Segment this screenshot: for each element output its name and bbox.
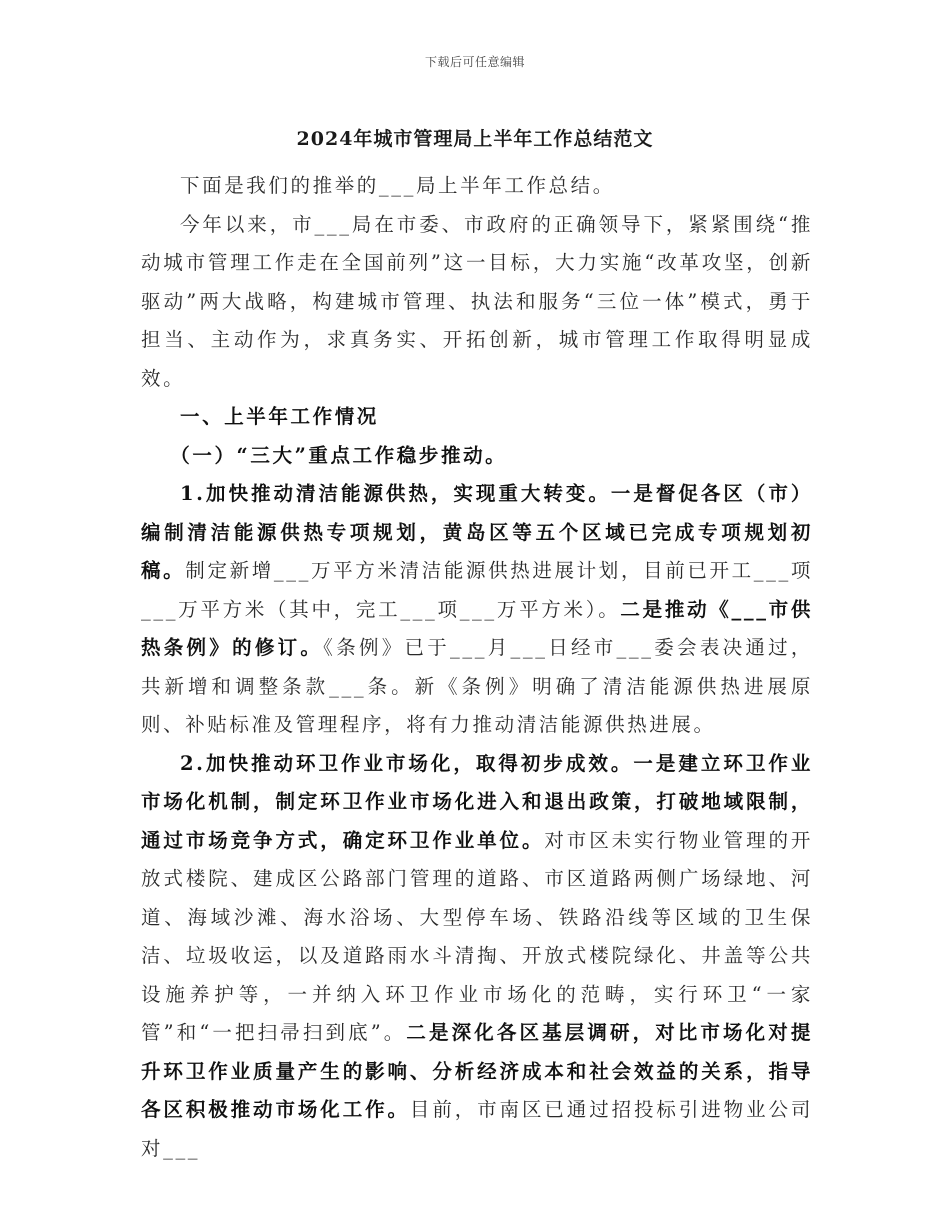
item-1-bold-lead: 1.加快推动清洁能源供热，实现重大转变。一是督促各区（市）编制清洁能源供热专项规划，黄岛区等五个区域已完成专项规划初稿。 bbox=[141, 482, 813, 582]
item-2-paragraph bbox=[141, 745, 813, 1169]
item-1-text-second: 《条例》已于___月___日经市___委会表决通过，共新增和调整条款___条。新《条例》明确了清洁能源供热进展原则、补贴标准及管理程序，将有力推动清洁能源供热进展。 bbox=[141, 636, 813, 736]
item-2-text: 对市区未实行物业管理的开放式楼院、建成区公路部门管理的道路、市区道路两侧广场绿地、河道、海域沙滩、海水浴场、大型停车场、铁路沿线等区域的卫生保洁、垃圾收运，以及道路雨水斗清掏、开放式楼院绿化、井盖等公共设施养护等，一并纳入环卫作业市场化的范畴，实行环卫“一家管”和“一把扫帚扫到底”。 bbox=[141, 828, 813, 1044]
item-2-bold-second: 二是深化各区基层调研，对比市场化对提升环卫作业质量产生的影响、分析经济成本和社会效益的关系，指导各区积极推动市场化工作。 bbox=[141, 1021, 813, 1121]
item-1-bold-second: 二是推动《___市供热条例》的修订。 bbox=[141, 597, 813, 659]
subsection-heading: （一）“三大”重点工作稳步推动。 bbox=[170, 443, 508, 467]
item-1-text: 制定新增___万平方米清洁能源供热进展计划，目前已开工___项___万平方米（其中，完工___项___万平方米）。 bbox=[141, 559, 813, 621]
summary-paragraph: 今年以来，市___局在市委、市政府的正确领导下，紧紧围绕“推动城市管理工作走在全国前列”这一目标，大力实施“改革攻坚，创新驱动”两大战略，构建城市管理、执法和服务“三位一体”模式，勇于担当、主动作为，求真务实、开拓创新，城市管理工作取得明显成效。 bbox=[141, 212, 813, 390]
page-title: 2024年城市管理局上半年工作总结范文 bbox=[296, 128, 654, 150]
section-heading: 一、上半年工作情况 bbox=[180, 405, 379, 428]
item-2-text-second: 目前，市南区已通过招投标引进物业公司对___ bbox=[141, 1098, 813, 1160]
intro-paragraph: 下面是我们的推举的___局上半年工作总结。 bbox=[180, 174, 615, 197]
item-1-paragraph bbox=[141, 475, 813, 745]
header-note: 下载后可任意编辑 bbox=[424, 55, 525, 69]
document-body bbox=[141, 167, 813, 1168]
item-2-bold-lead: 2.加快推动环卫作业市场化，取得初步成效。一是建立环卫作业市场化机制，制定环卫作业市场化进入和退出政策，打破地域限制，通过市场竞争方式，确定环卫作业单位。 bbox=[141, 751, 813, 852]
